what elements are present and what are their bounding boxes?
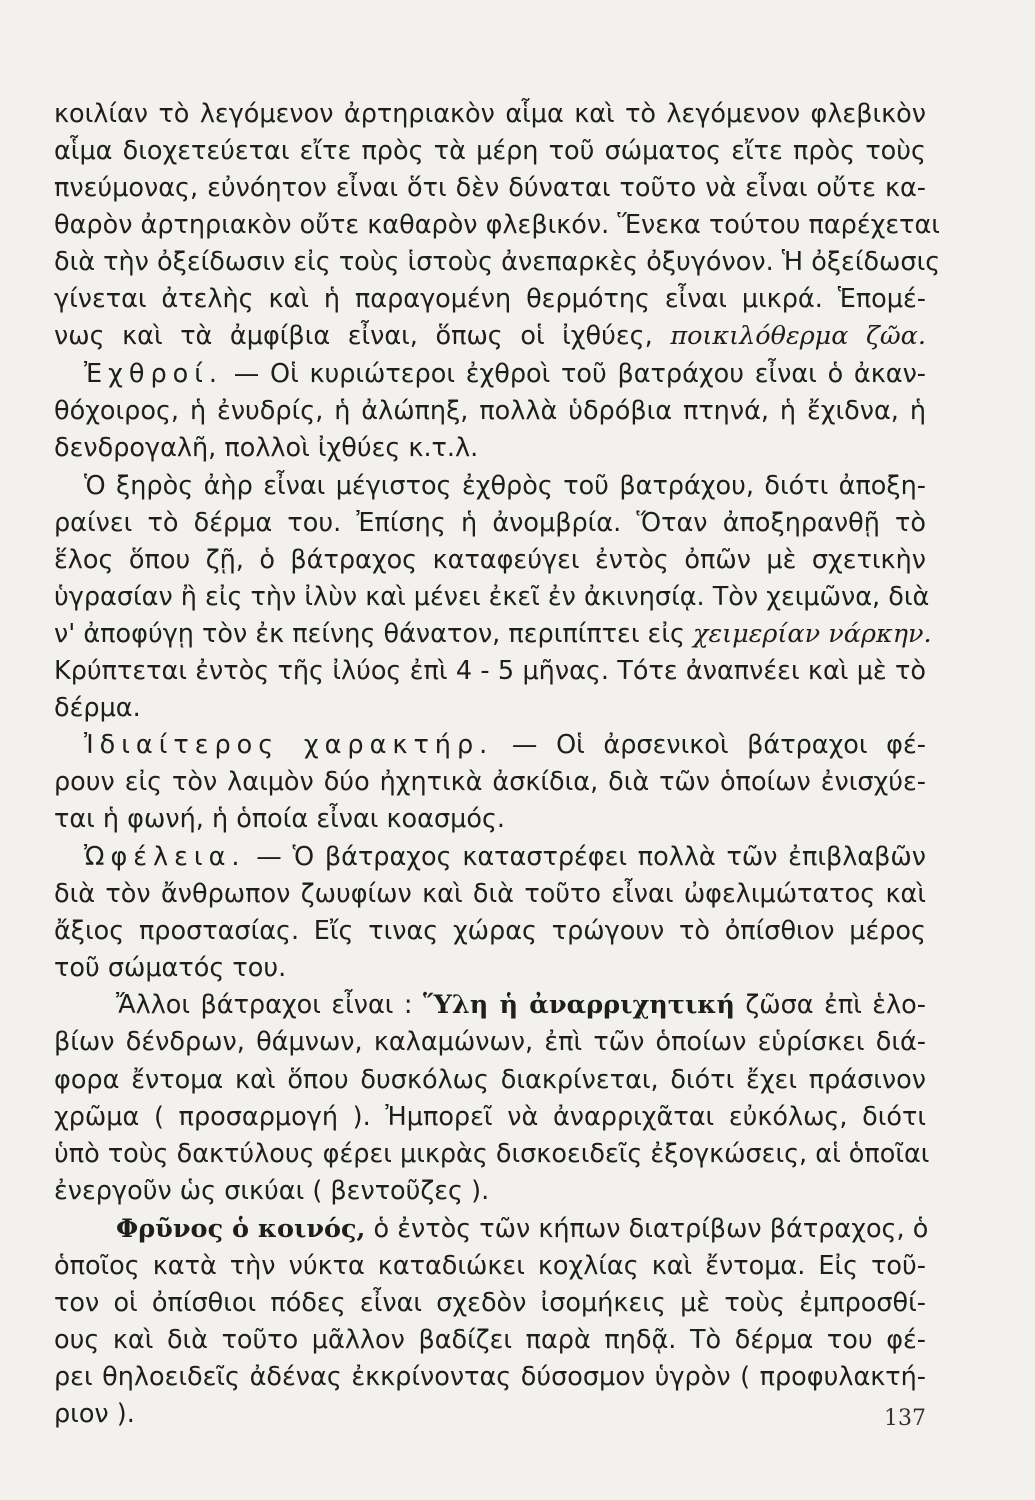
text-line (84, 355, 926, 393)
text-line: βίων δένδρων, θάμνων, καλαμώνων, ἐπὶ τῶν ὁποίων εὑρίσκει διά- (54, 1027, 926, 1057)
text-line: ραίνει τὸ δέρμα του. Ἐπίσης ἡ ἀνομβρία. Ὅταν ἀποξηρανθῇ τὸ (54, 508, 926, 538)
text-line: ρουν εἰς τὸν λαιμὸν δύο ἠχητικὰ ἀσκίδια, διὰ τῶν ὁποίων ἐνισχύε- (54, 767, 926, 797)
bold-term: Φρῦνος ὁ κοινός, (116, 1214, 366, 1244)
text-line: ἄξιος προστασίας. Εἴς τινας χώρας τρώγουν τὸ ὀπίσθιον μέρος (54, 916, 926, 946)
text-line (54, 317, 926, 355)
text-line: θαρὸν ἀρτηριακὸν οὔτε καθαρὸν φλεβικόν. Ἕνεκα τούτου παρέχεται (54, 210, 940, 240)
text-segment: ὁ ἐντὸς τῶν κήπων διατρίβων βάτραχος, ὁ (373, 1214, 929, 1244)
section-heading: Ὠφέλεια. (84, 842, 246, 872)
text-line: ὁποῖος κατὰ τὴν νύκτα καταδιώκει κοχλίας καὶ ἔντομα. Εἰς τοῦ- (54, 1251, 926, 1281)
text-line: δέρμα. (54, 693, 141, 723)
text-line: πνεύμονας, εὐνόητον εἶναι ὅτι δὲν δύναται τοῦτο νὰ εἶναι οὔτε κα- (54, 173, 926, 203)
text-line (84, 838, 926, 876)
text-segment: ζῶσα ἐπὶ ἑλο- (745, 990, 926, 1020)
text-line: τον οἱ ὀπίσθιοι πόδες εἶναι σχεδὸν ἰσομήκεις μὲ τοὺς ἐμπροσθί- (54, 1288, 926, 1318)
text-segment: — Οἱ ἀρσενικοὶ βάτραχοι φέ- (511, 730, 926, 760)
bold-term: Ὕλη ἡ ἀναρριχητική (422, 990, 735, 1020)
text-line: τοῦ σώματός του. (54, 953, 287, 983)
italic-term: ποικιλόθερμα ζῶα. (670, 321, 926, 351)
text-line: Κρύπτεται ἐντὸς τῆς ἰλύος ἐπὶ 4 - 5 μῆνας. Τότε ἀναπνέει καὶ μὲ τὸ (54, 656, 926, 686)
text-line: φορα ἔντομα καὶ ὅπου δυσκόλως διακρίνεται, διότι ἔχει πράσινον (54, 1065, 926, 1095)
text-line: ἕλος ὅπου ζῇ, ὁ βάτραχος καταφεύγει ἐντὸς ὀπῶν μὲ σχετικὴν (54, 545, 926, 575)
text-line: Ὁ ξηρὸς ἀὴρ εἶναι μέγιστος ἐχθρὸς τοῦ βατράχου, διότι ἀποξη- (84, 471, 926, 501)
text-line: κοιλίαν τὸ λεγόμενον ἀρτηριακὸν αἷμα καὶ τὸ λεγόμενον φλεβικὸν (54, 99, 926, 129)
text-line: δενδρογαλῆ, πολλοὶ ἰχθύες κ.τ.λ. (54, 433, 479, 463)
text-line: χρῶμα ( προσαρμογή ). Ἠμπορεῖ νὰ ἀναρριχᾶται εὐκόλως, διότι (54, 1102, 926, 1132)
text-segment: Ἄλλοι βάτραχοι εἶναι : (116, 990, 413, 1020)
text-line (54, 615, 932, 653)
text-line: γίνεται ἀτελὴς καὶ ἡ παραγομένη θερμότης εἶναι μικρά. Ἑπομέ- (54, 284, 926, 314)
text-line (116, 1210, 929, 1248)
italic-term: χειμερίαν νάρκην. (693, 619, 932, 649)
text-segment: νως καὶ τὰ ἀμφίβια εἶναι, ὅπως οἱ ἰχθύες, (54, 321, 653, 351)
text-line: ριον ). (54, 1399, 135, 1429)
text-line: ται ἡ φωνή, ἡ ὁποία εἶναι κοασμός. (54, 804, 506, 834)
text-line (116, 986, 926, 1024)
section-heading: Ἐχθροί. (84, 359, 223, 389)
section-heading: Ἰδιαίτερος χαρακτήρ. (84, 730, 494, 760)
text-line (84, 726, 926, 764)
text-line: ὑγρασίαν ἢ εἰς τὴν ἰλὺν καὶ μένει ἐκεῖ ἐν ἀκινησίᾳ. Τὸν χειμῶνα, διὰ (54, 582, 930, 612)
text-segment: — Οἱ κυριώτεροι ἐχθροὶ τοῦ βατράχου εἶναι ὁ ἀκαν- (233, 359, 927, 389)
text-line: ους καὶ διὰ τοῦτο μᾶλλον βαδίζει παρὰ πηδᾷ. Τὸ δέρμα του φέ- (54, 1325, 926, 1355)
text-line: ἐνεργοῦν ὡς σικύαι ( βεντοῦζες ). (54, 1176, 490, 1206)
page-number: 137 (884, 1406, 926, 1431)
text-line: ρει θηλοειδεῖς ἀδένας ἐκκρίνοντας δύσοσμον ὑγρὸν ( προφυλακτή- (54, 1362, 926, 1392)
text-line: διὰ τὸν ἄνθρωπον ζωυφίων καὶ διὰ τοῦτο εἶναι ὠφελιμώτατος καὶ (54, 879, 926, 909)
text-segment: ν' ἀποφύγῃ τὸν ἐκ πείνης θάνατον, περιπίπτει εἰς (54, 619, 685, 649)
text-line: διὰ τὴν ὀξείδωσιν εἰς τοὺς ἱστοὺς ἀνεπαρκὲς ὀξυγόνον. Ἡ ὀξείδωσις (54, 247, 941, 277)
text-line: αἷμα διοχετεύεται εἴτε πρὸς τὰ μέρη τοῦ σώματος εἴτε πρὸς τοὺς (54, 136, 926, 166)
text-line: ὑπὸ τοὺς δακτύλους φέρει μικρὰς δισκοειδεῖς ἐξογκώσεις, αἱ ὁποῖαι (54, 1139, 930, 1169)
text-segment: — Ὁ βάτραχος καταστρέφει πολλὰ τῶν ἐπιβλαβῶν (256, 842, 926, 872)
text-line: θόχοιρος, ἡ ἐνυδρίς, ἡ ἀλώπηξ, πολλὰ ὑδρόβια πτηνά, ἡ ἔχιδνα, ἡ (54, 396, 926, 426)
